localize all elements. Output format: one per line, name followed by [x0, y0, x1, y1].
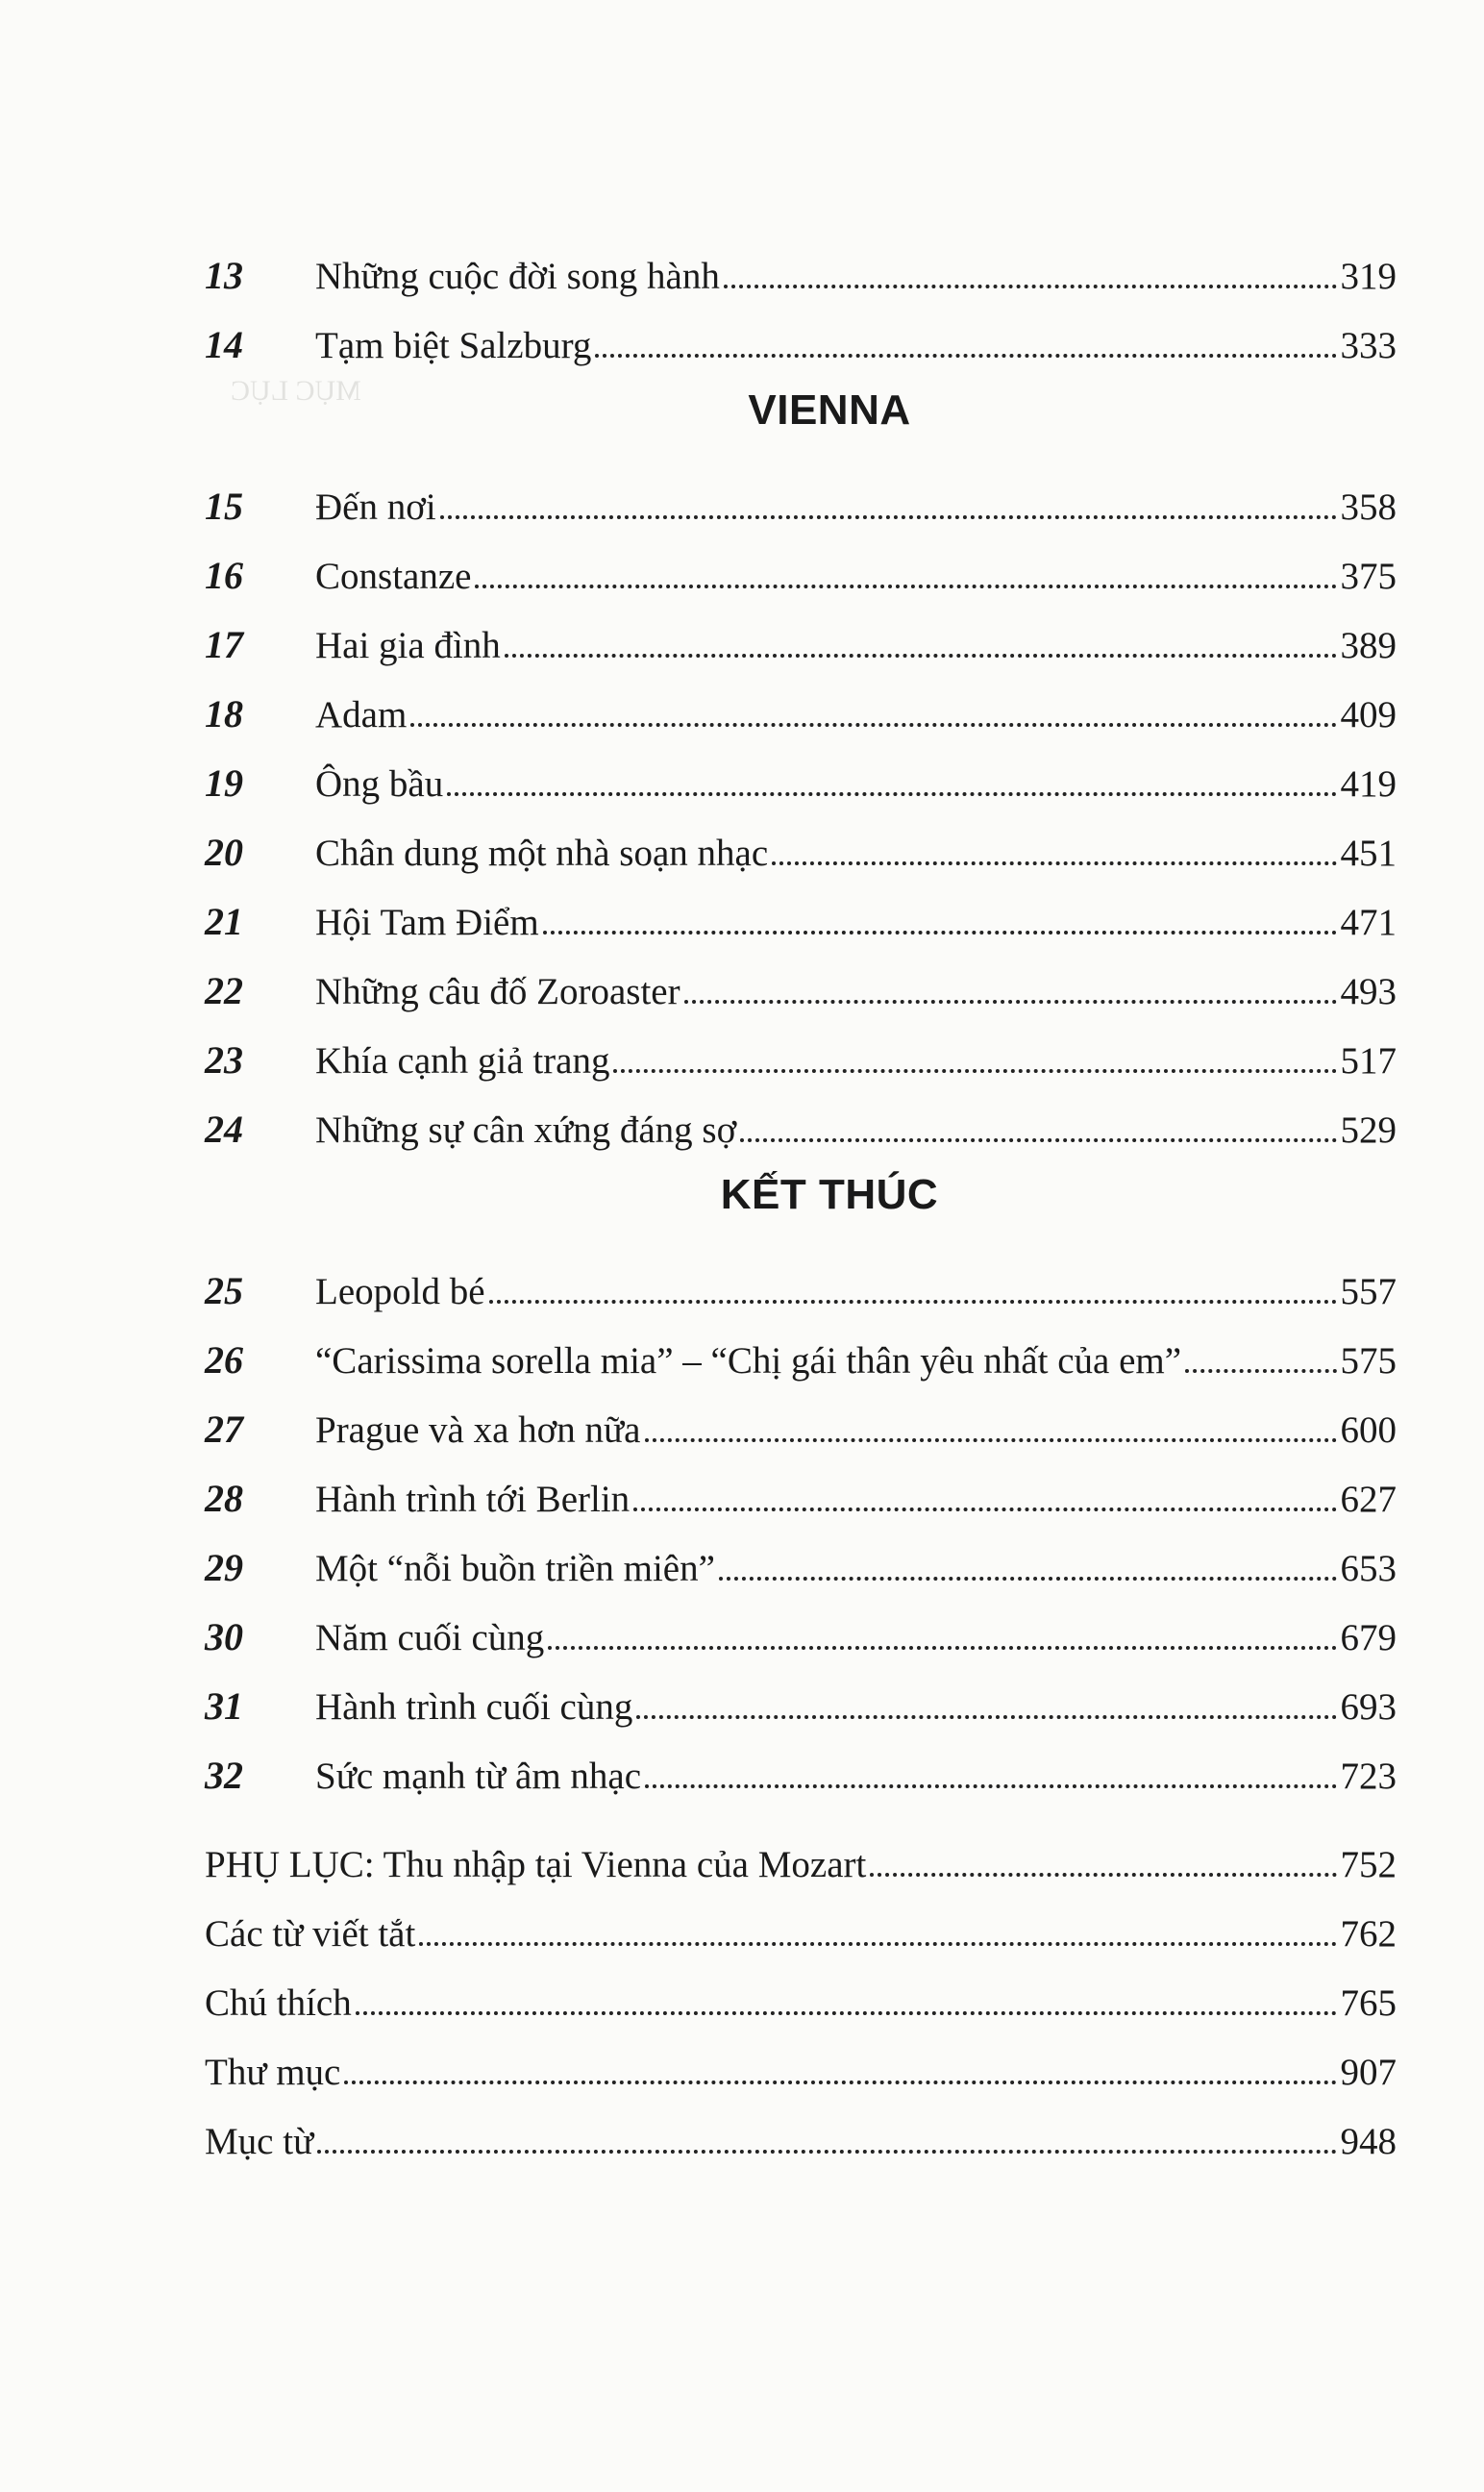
page-number: 471	[1340, 902, 1397, 943]
page-number: 723	[1340, 1756, 1397, 1797]
page-number: 679	[1340, 1617, 1397, 1658]
toc-entry	[205, 941, 1397, 1010]
chapter-title: Hai gia đình	[315, 625, 501, 666]
section-heading-ending: KẾT THÚC	[720, 1171, 939, 1218]
chapter-title: Ông bầu	[315, 763, 444, 805]
dot-leader	[636, 1715, 1336, 1719]
toc-entry	[205, 1310, 1397, 1380]
page-number: 529	[1340, 1109, 1397, 1151]
dot-leader	[548, 1646, 1336, 1650]
toc-entry	[205, 1010, 1397, 1080]
page-number: 493	[1340, 971, 1397, 1012]
toc-entry	[205, 526, 1397, 595]
chapter-number: 31	[205, 1684, 243, 1728]
dot-leader	[1185, 1369, 1336, 1373]
page-number: 948	[1340, 2121, 1397, 2162]
chapter-title: Một “nỗi buồn triền miên”	[315, 1548, 715, 1589]
show-through-text: MỤC LỤC	[231, 375, 361, 407]
dot-leader	[684, 1000, 1337, 1004]
page-number: 752	[1340, 1844, 1397, 1885]
dot-leader	[645, 1438, 1337, 1442]
dot-leader	[633, 1508, 1336, 1511]
chapter-title: Hành trình tới Berlin	[315, 1479, 631, 1520]
toc-entry-back-matter	[205, 1814, 1397, 1883]
toc-entry	[205, 734, 1397, 803]
toc-entry	[205, 457, 1397, 526]
back-matter-title: Mục từ	[205, 2121, 314, 2162]
toc-entry	[205, 803, 1397, 872]
chapter-number: 14	[205, 323, 243, 366]
dot-leader	[440, 515, 1337, 519]
toc-entry	[205, 1241, 1397, 1310]
toc-entry	[205, 872, 1397, 941]
chapter-number: 22	[205, 969, 243, 1012]
page-number: 375	[1340, 556, 1397, 597]
chapter-number: 28	[205, 1477, 243, 1520]
toc-entry	[205, 226, 1397, 295]
table-of-contents	[205, 226, 1397, 2160]
dot-leader	[475, 585, 1336, 588]
dot-leader	[489, 1300, 1337, 1304]
dot-leader	[543, 931, 1337, 934]
page-number: 451	[1340, 833, 1397, 874]
page-number: 319	[1340, 256, 1397, 297]
chapter-title: Sức mạnh từ âm nhạc	[315, 1756, 642, 1797]
chapter-number: 25	[205, 1269, 243, 1312]
dot-leader	[645, 1784, 1336, 1788]
back-matter-title: Thư mục	[205, 2052, 341, 2093]
page-number: 653	[1340, 1548, 1397, 1589]
chapter-number: 16	[205, 554, 243, 597]
page-number: 627	[1340, 1479, 1397, 1520]
toc-entry	[205, 1080, 1397, 1149]
toc-entry	[205, 1518, 1397, 1587]
dot-leader	[344, 2081, 1336, 2084]
chapter-number: 30	[205, 1615, 243, 1658]
chapter-number: 21	[205, 900, 243, 943]
dot-leader	[595, 354, 1336, 358]
page-number: 557	[1340, 1271, 1397, 1312]
chapter-title: Adam	[315, 694, 408, 735]
toc-entry	[205, 664, 1397, 734]
toc-entry-back-matter	[205, 1883, 1397, 1953]
chapter-title: Đến nơi	[315, 486, 436, 528]
toc-entry-back-matter	[205, 2091, 1397, 2160]
toc-entry-back-matter	[205, 2022, 1397, 2091]
chapter-number: 20	[205, 831, 243, 874]
chapter-title: Năm cuối cùng	[315, 1617, 545, 1658]
dot-leader	[447, 792, 1336, 796]
chapter-title: Chân dung một nhà soạn nhạc	[315, 833, 769, 874]
section-heading-vienna: VIENNA	[748, 386, 911, 434]
dot-leader	[613, 1069, 1336, 1073]
dot-leader	[356, 2011, 1337, 2015]
chapter-number: 29	[205, 1546, 243, 1589]
chapter-number: 23	[205, 1038, 243, 1082]
chapter-title: Những sự cân xứng đáng sợ	[315, 1109, 737, 1151]
toc-entry-back-matter	[205, 1953, 1397, 2022]
chapter-number: 15	[205, 485, 243, 528]
chapter-title: Khía cạnh giả trang	[315, 1040, 610, 1082]
page-number: 600	[1340, 1409, 1397, 1451]
chapter-number: 27	[205, 1408, 243, 1451]
dot-leader	[740, 1138, 1336, 1142]
page-number: 693	[1340, 1686, 1397, 1728]
chapter-title: Leopold bé	[315, 1271, 485, 1312]
toc-entry	[205, 1587, 1397, 1657]
chapter-title: “Carissima sorella mia” – “Chị gái thân yêu nhất của em”	[315, 1340, 1182, 1382]
page-number: 389	[1340, 625, 1397, 666]
chapter-title: Tạm biệt Salzburg	[315, 325, 592, 366]
chapter-title: Những cuộc đời song hành	[315, 256, 720, 297]
page-number: 333	[1340, 325, 1397, 366]
chapter-number: 13	[205, 254, 243, 297]
dot-leader	[870, 1873, 1336, 1877]
chapter-title: Những câu đố Zoroaster	[315, 971, 680, 1012]
chapter-number: 19	[205, 761, 243, 805]
toc-entry	[205, 1726, 1397, 1795]
dot-leader	[772, 861, 1336, 865]
chapter-number: 18	[205, 692, 243, 735]
chapter-title: Constanze	[315, 556, 472, 597]
chapter-number: 26	[205, 1338, 243, 1382]
toc-entry	[205, 1657, 1397, 1726]
chapter-title: Hội Tam Điểm	[315, 902, 539, 943]
dot-leader	[719, 1577, 1337, 1581]
back-matter-title: Chú thích	[205, 1982, 352, 2024]
toc-entry	[205, 1449, 1397, 1518]
dot-leader	[419, 1942, 1336, 1946]
toc-entry	[205, 1380, 1397, 1449]
page-number: 409	[1340, 694, 1397, 735]
chapter-number: 24	[205, 1108, 243, 1151]
dot-leader	[724, 285, 1337, 288]
back-matter-title: Các từ viết tắt	[205, 1913, 416, 1955]
chapter-title: Prague và xa hơn nữa	[315, 1409, 641, 1451]
page-number: 419	[1340, 763, 1397, 805]
chapter-title: Hành trình cuối cùng	[315, 1686, 633, 1728]
chapter-number: 32	[205, 1754, 243, 1797]
page-number: 762	[1340, 1913, 1397, 1955]
page-number: 517	[1340, 1040, 1397, 1082]
back-matter-title: PHỤ LỤC: Thu nhập tại Vienna của Mozart	[205, 1844, 867, 1885]
page-number: 358	[1340, 486, 1397, 528]
page-number: 765	[1340, 1982, 1397, 2024]
dot-leader	[505, 654, 1337, 658]
chapter-number: 17	[205, 623, 243, 666]
dot-leader	[317, 2150, 1336, 2154]
page-number: 907	[1340, 2052, 1397, 2093]
page-number: 575	[1340, 1340, 1397, 1382]
toc-entry	[205, 595, 1397, 664]
toc-entry	[205, 295, 1397, 364]
dot-leader	[410, 723, 1336, 727]
